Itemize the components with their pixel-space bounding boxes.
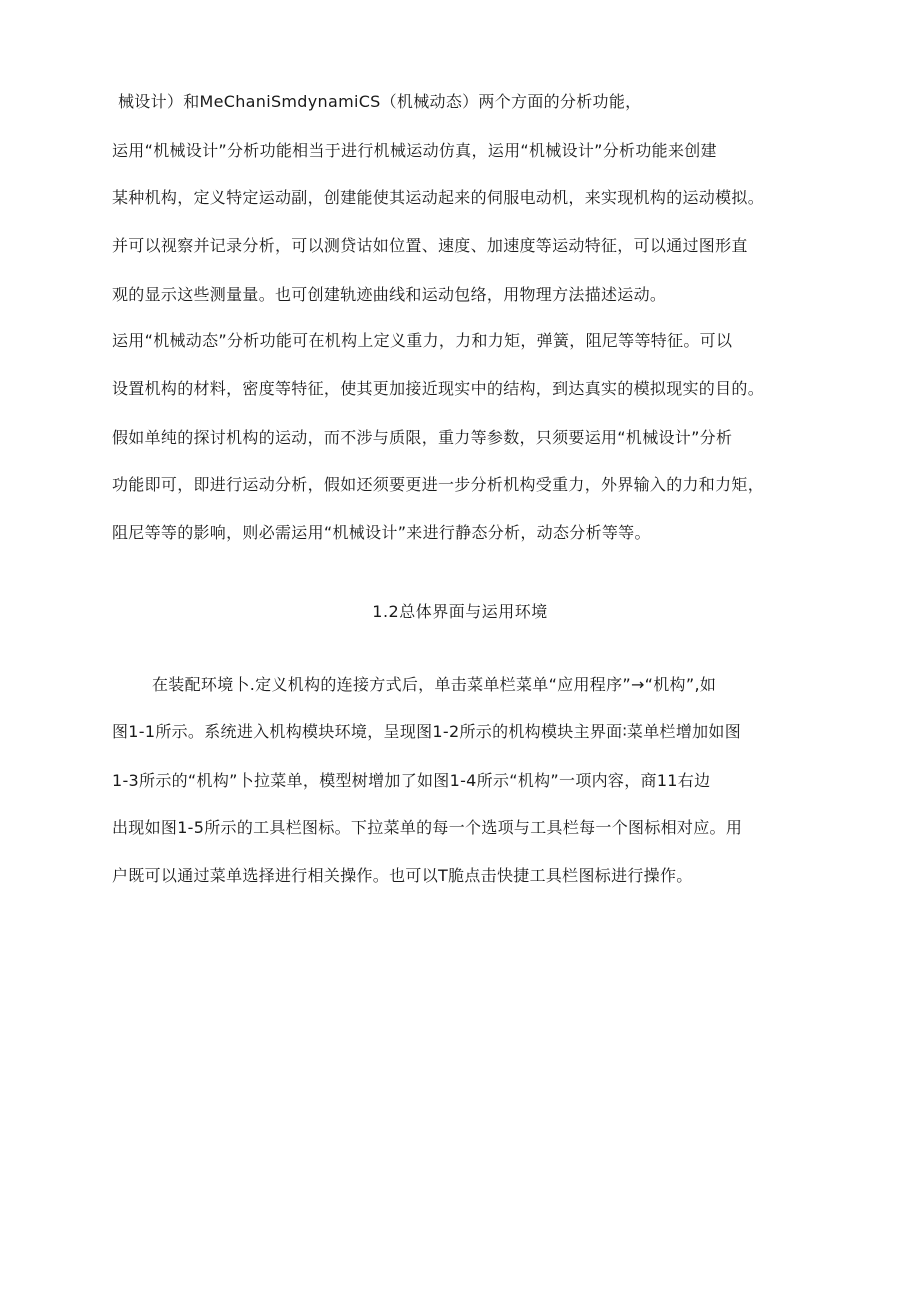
paragraph-line: 图1-1所示。系统进入机构模块环境，呈现图1-2所示的机构模块主界面∶菜单栏增加如图 — [112, 722, 742, 741]
paragraph-line: 械设计）和MeChaniSmdynamiCS（机械动态）两个方面的分析功能， — [118, 92, 642, 111]
paragraph-line: 运用“机械动态”分析功能可在机构上定义重力，力和力矩，弹簧，阻尼等等特征。可以 — [112, 331, 733, 350]
paragraph-line: 在装配环境卜.定义机构的连接方式后，单击菜单栏菜单“应用程序”→“机构”,如 — [152, 675, 717, 694]
paragraph-line: 假如单纯的探讨机构的运动，而不涉与质限，重力等参数，只须要运用“机械设计”分析 — [112, 428, 733, 447]
paragraph-line: 1-3所示的“机构”卜拉菜单，模型树增加了如图1-4所示“机构”一项内容，商11右边 — [112, 771, 711, 790]
paragraph-line: 功能即可，即进行运动分析，假如还须要更进一步分析机构受重力，外界输入的力和力矩， — [112, 475, 765, 494]
paragraph-line: 某种机构，定义特定运动副，创建能使其运动起来的伺服电动机，来实现机构的运动模拟。 — [112, 188, 765, 207]
paragraph-line: 阻尼等等的影响，则必需运用“机械设计”来进行静态分析，动态分析等等。 — [112, 523, 651, 542]
paragraph-line: 设置机构的材料，密度等特征，使其更加接近现实中的结构，到达真实的模拟现实的目的。 — [112, 379, 765, 398]
paragraph-line: 出现如图1-5所示的工具栏图标。下拉菜单的每一个选项与工具栏每一个图标相对应。用 — [112, 818, 743, 837]
paragraph-line: 观的显示这些测量量。也可创建轨迹曲线和运动包络，用物理方法描述运动。 — [112, 285, 667, 304]
paragraph-line: 并可以视察并记录分析，可以测贷诂如位置、速度、加速度等运动特征，可以通过图形直 — [112, 236, 748, 255]
paragraph-line: 运用“机械设计”分析功能相当于进行机械运动仿真，运用“机械设计”分析功能来创建 — [112, 141, 717, 160]
section-heading: 1.2总体界面与运用环境 — [372, 602, 548, 621]
paragraph-line: 户既可以通过菜单选择进行相关操作。也可以T脆点击快捷工具栏图标进行操作。 — [112, 866, 693, 885]
